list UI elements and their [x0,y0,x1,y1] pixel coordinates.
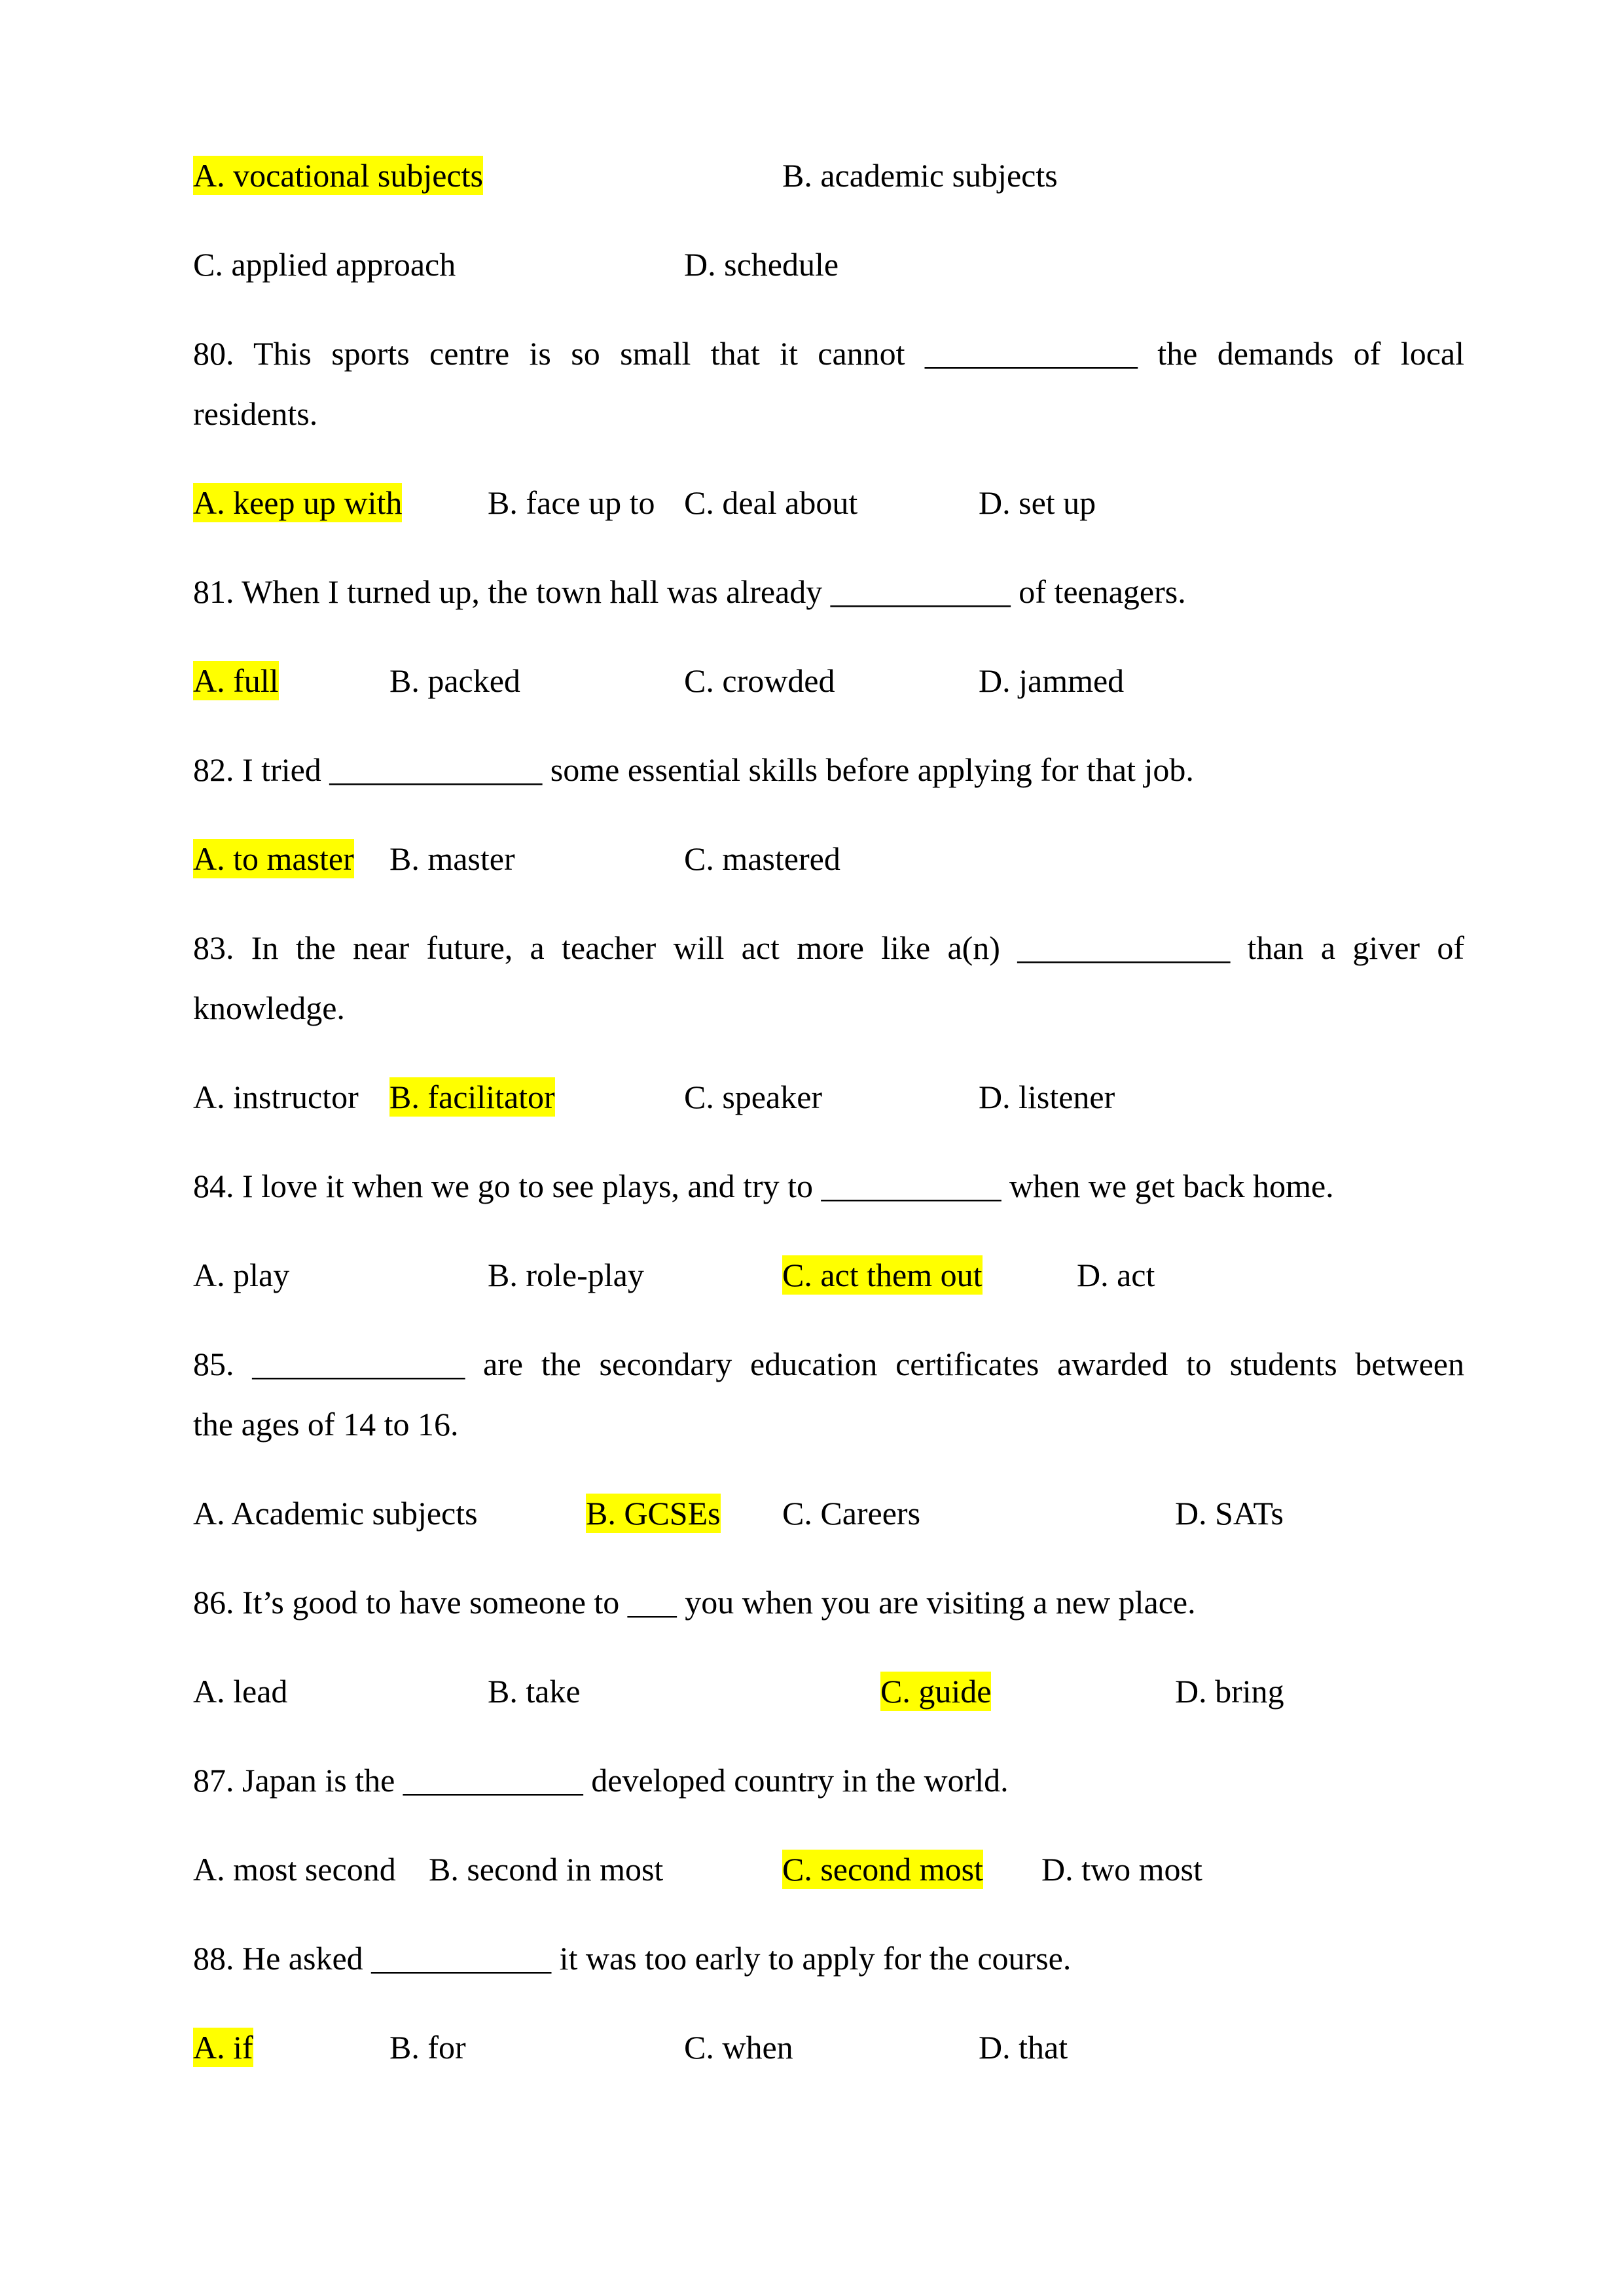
q86-question: 86. It’s good to have someone to ___ you when you are visiting a new place. [193,1584,1196,1621]
q87-option-c-answer: C. second most [782,1851,983,1888]
q82-option-b: B. master [389,840,515,877]
q84-option-d: D. act [1077,1257,1155,1293]
q85-option-b-answer: B. GCSEs [586,1495,721,1532]
q88-option-a-answer: A. if [193,2029,253,2066]
q83-option-b-answer: B. facilitator [389,1079,555,1115]
q83-option-a: A. instructor [193,1079,359,1115]
q80-option-a-answer: A. keep up with [193,484,403,521]
q81-option-a-answer: A. full [193,662,279,699]
q85-option-c: C. Careers [782,1495,921,1532]
q81-option-c: C. crowded [684,662,835,699]
q80-question-line-1: 80. This sports centre is so small that it cannot _____________ the demands of local [193,335,1464,372]
q80-question-line-2: residents. [193,395,318,432]
q82-option-c: C. mastered [684,840,840,877]
q87-option-b: B. second in most [429,1851,664,1888]
q86-option-a: A. lead [193,1673,288,1710]
q88-option-b: B. for [389,2029,466,2066]
q79-option-c: C. applied approach [193,246,456,283]
q87-option-a: A. most second [193,1851,396,1888]
q82-option-a-answer: A. to master [193,840,354,877]
q83-option-d: D. listener [979,1079,1115,1115]
q79-option-d: D. schedule [684,246,839,283]
q79-option-a-answer: A. vocational subjects [193,157,483,194]
q81-question: 81. When I turned up, the town hall was already ___________ of teenagers. [193,573,1186,610]
q83-question-line-2: knowledge. [193,990,345,1026]
q85-option-a: A. Academic subjects [193,1495,478,1532]
q88-option-c: C. when [684,2029,793,2066]
q86-option-b: B. take [488,1673,581,1710]
q86-option-d: D. bring [1175,1673,1284,1710]
q87-question: 87. Japan is the ___________ developed country in the world. [193,1762,1009,1799]
q88-question: 88. He asked ___________ it was too early to apply for the course. [193,1940,1072,1977]
q85-option-d: D. SATs [1175,1495,1284,1532]
q88-option-d: D. that [979,2029,1068,2066]
q82-question: 82. I tried _____________ some essential skills before applying for that job. [193,751,1194,788]
q85-question-line-1: 85. _____________ are the secondary education certificates awarded to students between [193,1346,1464,1382]
q85-question-line-2: the ages of 14 to 16. [193,1406,459,1443]
q80-option-d: D. set up [979,484,1096,521]
q84-question: 84. I love it when we go to see plays, and try to ___________ when we get back home. [193,1168,1334,1204]
q86-option-c-answer: C. guide [880,1673,992,1710]
q83-question-line-1: 83. In the near future, a teacher will act more like a(n) _____________ than a giver of [193,929,1464,966]
q80-option-c: C. deal about [684,484,858,521]
q81-option-b: B. packed [389,662,520,699]
q84-option-b: B. role-play [488,1257,644,1293]
q81-option-d: D. jammed [979,662,1125,699]
q84-option-c-answer: C. act them out [782,1257,983,1293]
q84-option-a: A. play [193,1257,290,1293]
q80-option-b: B. face up to [488,484,655,521]
q83-option-c: C. speaker [684,1079,823,1115]
q87-option-d: D. two most [1041,1851,1202,1888]
q79-option-b: B. academic subjects [782,157,1058,194]
